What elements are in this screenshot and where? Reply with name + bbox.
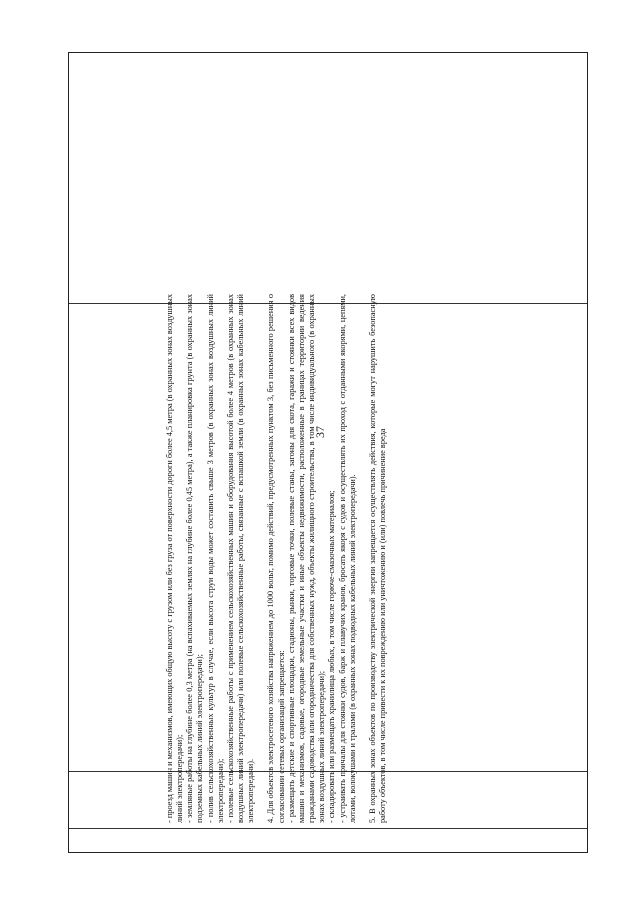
paragraph: 5. В охранных зонах объектов по производству электрической энергии запрещается осуществлять действия, которые могут нарушить безопасную работу объектов, в том числе привести к их повреждению или уничтожению и (или) повлечь причинение вреда [367, 294, 387, 823]
paragraph: - устраивать причалы для стоянки судов, барж и плавучих кранов, бросать якоря с судов и осуществлять их проход с отданными якорями, цепями, лотами, волокушами и тралами (в охранных зонах подводных кабельных линий электропередачи). [337, 294, 357, 823]
paragraph: - земляные работы на глубине более 0,3 метра (на вспахиваемых землях на глубине более 0,45 метра), а также планировка грунта (в охранных зонах подземных кабельных линий электропередачи); [185, 294, 205, 823]
paragraph-gap [358, 294, 368, 823]
paragraph: - складировать или размещать хранилища любых, в том числе горюче-смазочных материалов; [327, 490, 337, 823]
paragraph: - полив сельскохозяйственных культур в случае, если высота струи воды может составить свыше 3 метров (в охранных зонах воздушных линий электропередачи); [205, 294, 225, 823]
paragraph: - полевые сельскохозяйственные работы с применением сельскохозяйственных машин и оборудования высотой более 4 метров (в охранных зонах воздушных линий электропередачи) или полевые сельскохозяйственные работы, связанные с вспашкой земли (в охранных зонах кабельных линий электропередачи). [225, 294, 256, 823]
paragraph-gap [256, 294, 266, 823]
table-frame [68, 52, 588, 853]
paragraph: - размещать детские и спортивные площадки, стадионы, рынки, торговые точки, полевые станы, загоны для скота, гаражи и стоянки всех видов машин и механизмов, садовые, огородные земельные участки и иные объекты недвижимости, расположенные в границах территории ведения гражданами садоводства или огородничества для собственных нужд, объекты жилищного строительства, в том числе индивидуального (в охранных зонах воздушных линий электропередачи); [286, 294, 327, 823]
page-number: 37 [313, 426, 327, 438]
table-divider [69, 828, 587, 829]
paragraph: 4. Для объектов электросетевого хозяйства напряжением до 1000 вольт, помимо действий, предусмотренных пунктом 3, без письменного решения о согласовании сетевых организаций запрещается: [266, 294, 286, 823]
paragraph: - проезд машин и механизмов, имеющих общую высоту с грузом или без груза от поверхности дороги более 4,5 метра (в охранных зонах воздушных линий электропередачи); [165, 294, 185, 823]
regulation-text [165, 294, 633, 823]
